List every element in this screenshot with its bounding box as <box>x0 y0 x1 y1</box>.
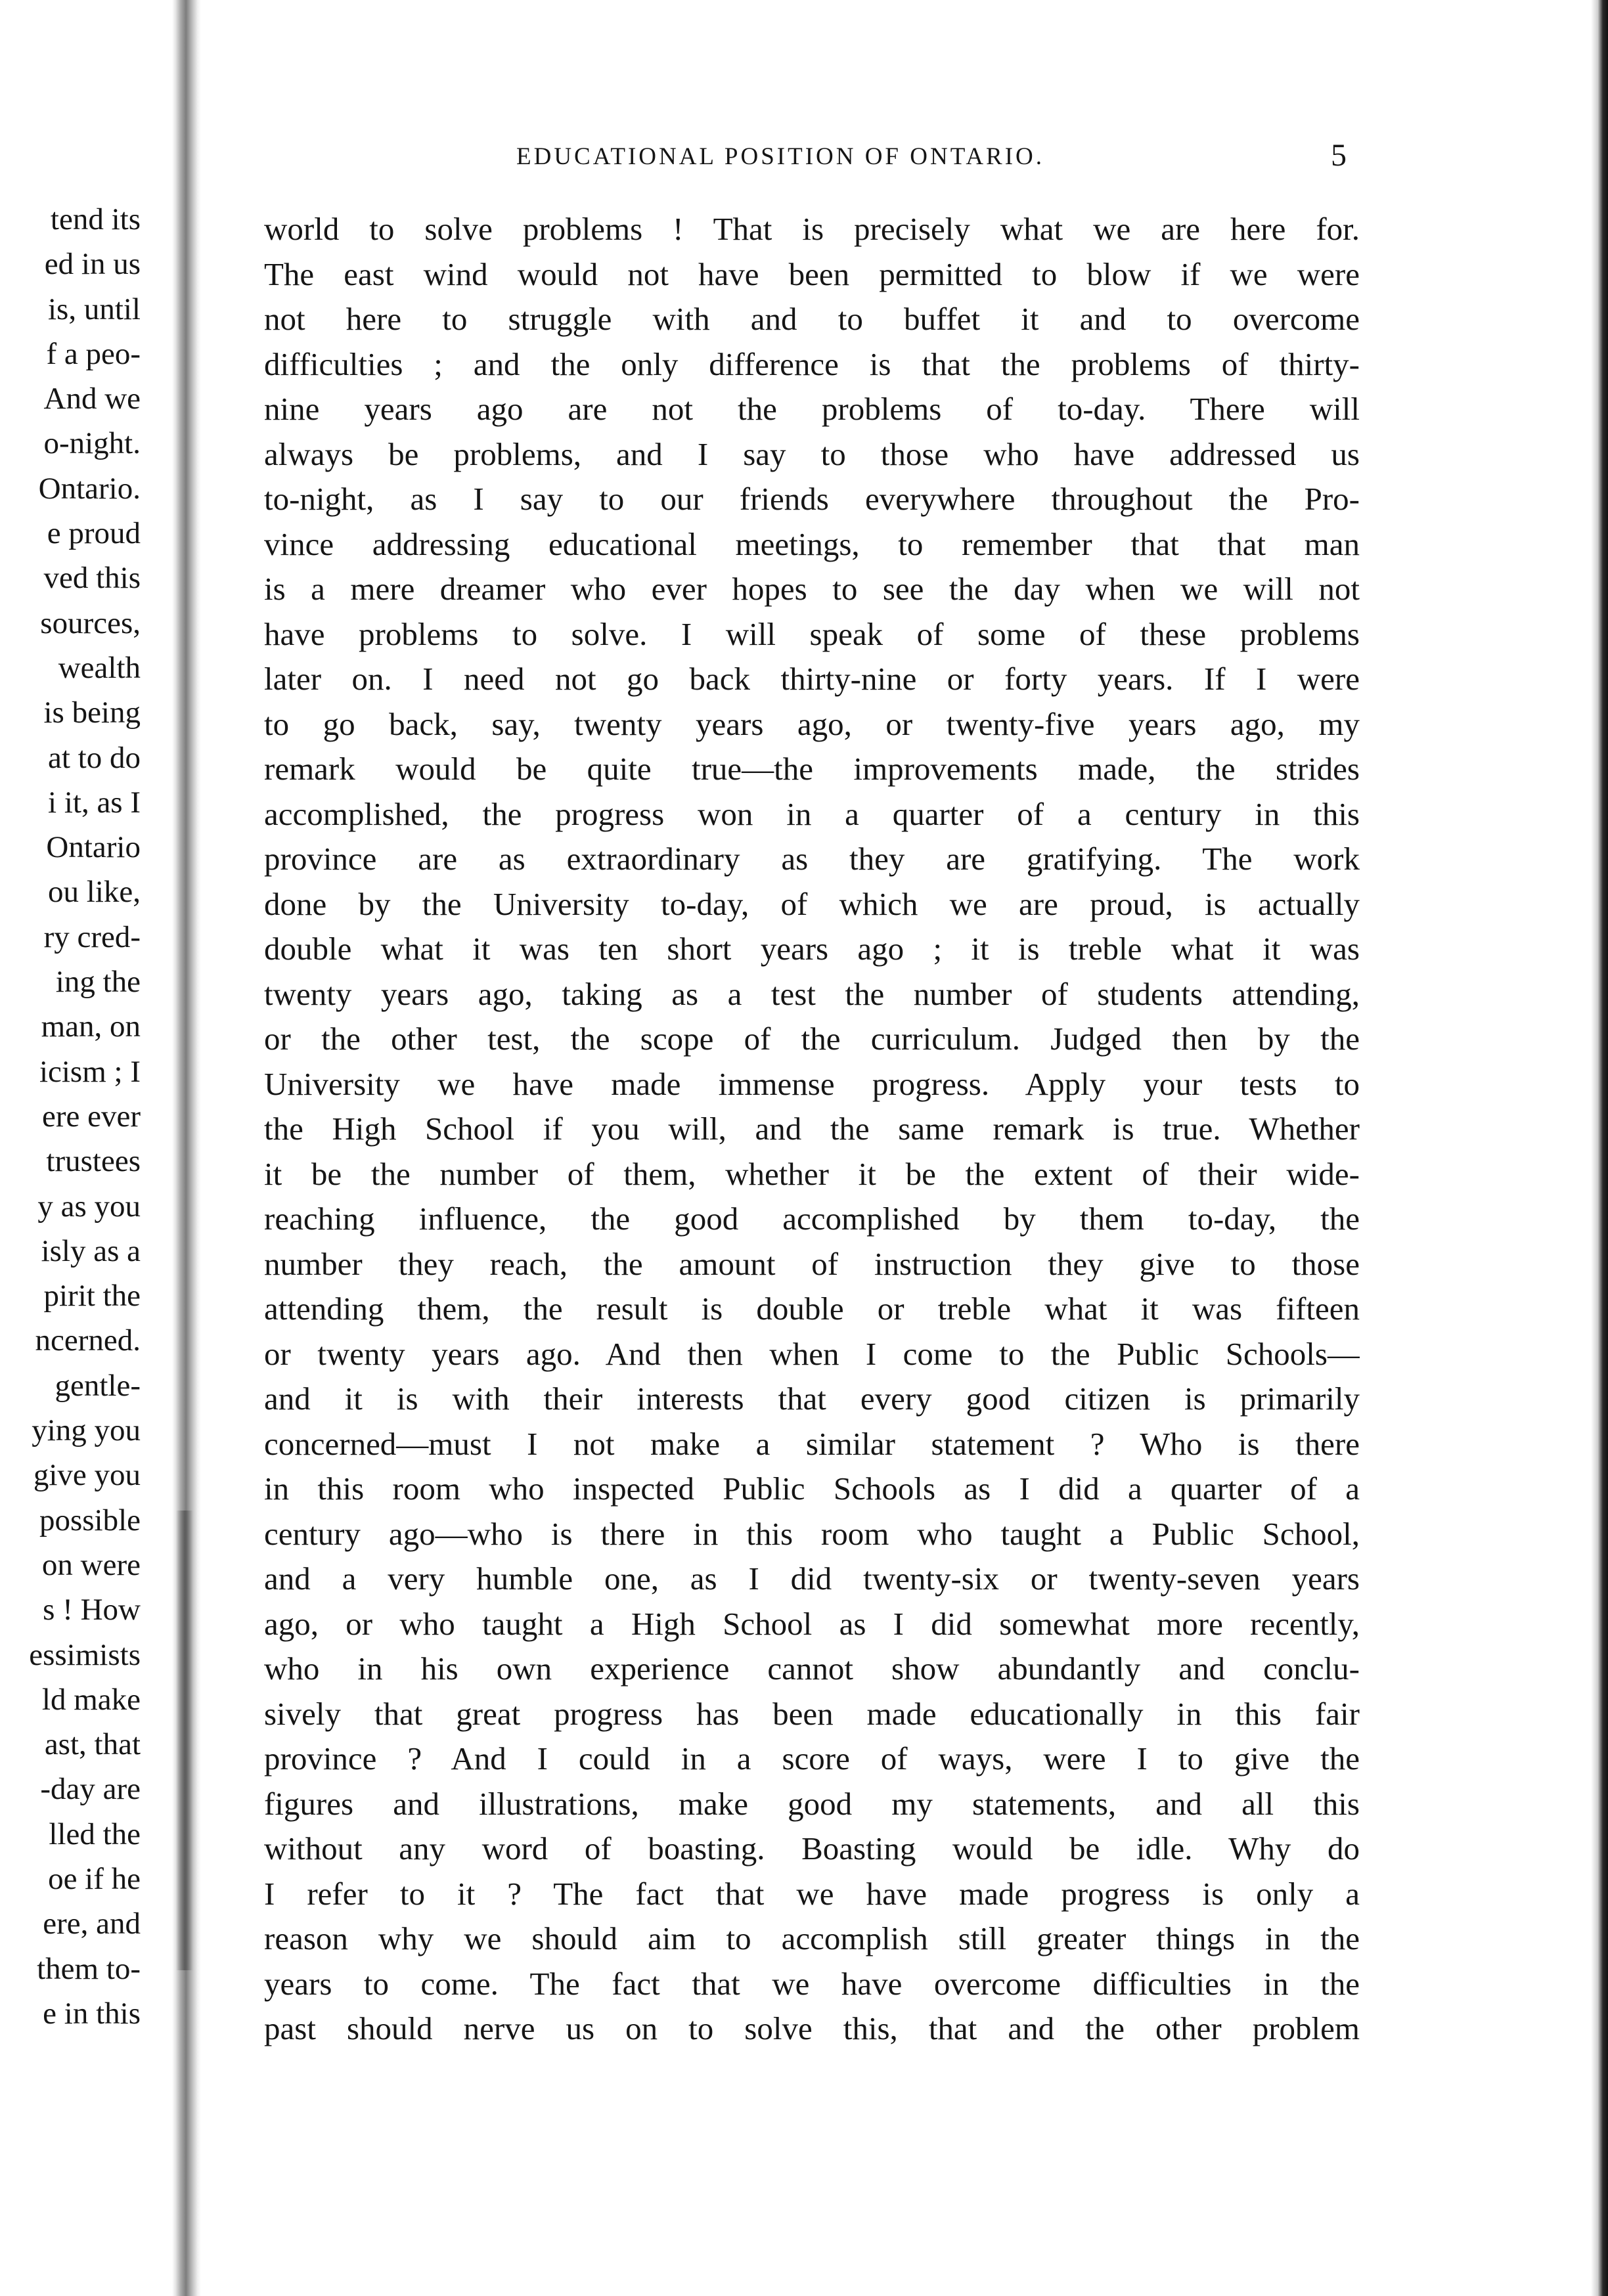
text-line: is a mere dreamer who ever hopes to see the day when we will not <box>264 571 1360 607</box>
text-line: it be the number of them, whether it be the extent of their wide- <box>264 1155 1360 1192</box>
text-line: years to come. The fact that we have overcome difficulties in the <box>264 1965 1360 2002</box>
text-line: vince addressing educational meetings, to remember that that man <box>264 525 1360 562</box>
text-line: to go back, say, twenty years ago, or twenty-five years ago, my <box>264 705 1360 742</box>
text-line: later on. I need not go back thirty-nine or forty years. If I were <box>264 661 1360 697</box>
left-page-line: give you <box>33 1458 141 1493</box>
left-page-line: ere, and <box>43 1907 141 1941</box>
text-line: reaching influence, the good accomplished by them to-day, the <box>264 1201 1360 1237</box>
text-line: remark would be quite true—the improvements made, the strides <box>264 751 1360 787</box>
page-edge-shadow <box>1591 0 1608 2296</box>
text-line: difficulties ; and the only difference is that the problems of thirty- <box>264 345 1360 382</box>
book-page <box>201 0 1591 2296</box>
text-line: not here to struggle with and to buffet it and to overcome <box>264 301 1360 337</box>
text-line: province are as extraordinary as they are gratifying. The work <box>264 841 1360 877</box>
previous-page-fragment <box>0 0 172 2296</box>
left-page-line: Ontario <box>46 830 141 865</box>
text-line: University we have made immense progress. Apply your tests to <box>264 1065 1360 1102</box>
gutter-shadow <box>176 1511 193 1970</box>
left-page-line: ere ever <box>42 1099 141 1134</box>
text-line: have problems to solve. I will speak of some of these problems <box>264 615 1360 652</box>
left-page-line: wealth <box>58 650 141 685</box>
running-head <box>201 138 1591 173</box>
left-page-line: i it, as I <box>48 785 141 820</box>
text-line: to-night, as I say to our friends everywhere throughout the Pro- <box>264 481 1360 517</box>
text-line: nine years ago are not the problems of to-day. There will <box>264 391 1360 427</box>
previous-page-text <box>29 197 141 2036</box>
text-line: or the other test, the scope of the curriculum. Judged then by the <box>264 1021 1360 1057</box>
text-line: world to solve problems ! That is precisely what we are here for. <box>264 211 1360 247</box>
left-page-line: possible <box>39 1503 141 1537</box>
text-line: the High School if you will, and the same remark is true. Whether <box>264 1111 1360 1147</box>
left-page-line: ry cred- <box>43 919 141 954</box>
left-page-line: -day are <box>40 1772 141 1807</box>
text-line: ago, or who taught a High School as I did somewhat more recently, <box>264 1605 1360 1642</box>
text-line: in this room who inspected Public Schools as I did a quarter of a <box>264 1470 1360 1507</box>
left-page-line: e proud <box>47 516 141 551</box>
text-line: who in his own experience cannot show abundantly and conclu- <box>264 1650 1360 1687</box>
text-line: number they reach, the amount of instruction they give to those <box>264 1245 1360 1282</box>
text-line: always be problems, and I say to those who have addressed us <box>264 435 1360 472</box>
text-line: or twenty years ago. And then when I come to the Public Schools— <box>264 1335 1360 1372</box>
left-page-line: is, until <box>47 292 141 326</box>
left-page-line: essimists <box>29 1637 141 1672</box>
left-page-line: e in this <box>43 1996 141 2031</box>
text-line: I refer to it ? The fact that we have made progress is only a <box>264 1875 1360 1912</box>
left-page-line: them to- <box>37 1951 141 1986</box>
body-text <box>264 207 1360 2052</box>
text-line: done by the University to-day, of which we are proud, is actually <box>264 885 1360 922</box>
text-line: reason why we should aim to accomplish still greater things in the <box>264 1920 1360 1956</box>
left-page-line: ved this <box>43 561 141 596</box>
left-page-line: ast, that <box>44 1727 141 1762</box>
left-page-line: Ontario. <box>38 471 141 506</box>
left-page-line: on were <box>41 1547 141 1582</box>
text-line: sively that great progress has been made educationally in this fair <box>264 1695 1360 1732</box>
left-page-line: And we <box>43 382 141 416</box>
left-page-line: tend its <box>50 202 141 236</box>
running-title: EDUCATIONAL POSITION OF ONTARIO. <box>516 143 1045 170</box>
left-page-line: pirit the <box>43 1279 141 1314</box>
text-line: without any word of boasting. Boasting would be idle. Why do <box>264 1830 1360 1866</box>
left-page-line: ou like, <box>48 875 141 910</box>
text-line: and a very humble one, as I did twenty-six or twenty-seven years <box>264 1560 1360 1597</box>
left-page-line: gentle- <box>55 1368 141 1403</box>
text-line: and it is with their interests that every good citizen is primarily <box>264 1380 1360 1417</box>
left-page-line: ld make <box>41 1682 141 1717</box>
text-line: attending them, the result is double or treble what it was fifteen <box>264 1291 1360 1327</box>
text-line: province ? And I could in a score of ways, were I to give the <box>264 1740 1360 1777</box>
text-line: concerned—must I not make a similar statement ? Who is there <box>264 1425 1360 1462</box>
left-page-line: o-night. <box>43 426 141 461</box>
left-page-line: at to do <box>48 740 141 775</box>
left-page-line: isly as a <box>41 1233 141 1268</box>
left-page-line: s ! How <box>43 1593 141 1627</box>
left-page-line: oe if he <box>48 1861 141 1896</box>
text-line: double what it was ten short years ago ; it is treble what it was <box>264 931 1360 967</box>
left-page-line: f a peo- <box>46 336 141 371</box>
page-number: 5 <box>1331 138 1347 173</box>
text-line: twenty years ago, taking as a test the number of students attending, <box>264 975 1360 1012</box>
text-line: The east wind would not have been permitted to blow if we were <box>264 255 1360 292</box>
text-line: accomplished, the progress won in a quarter of a century in this <box>264 795 1360 832</box>
left-page-line: lled the <box>49 1817 141 1851</box>
text-line: figures and illustrations, make good my statements, and all this <box>264 1785 1360 1822</box>
left-page-line: ing the <box>55 965 141 1000</box>
text-line: past should nerve us on to solve this, that and the other problem <box>264 2010 1360 2046</box>
left-page-line: trustees <box>46 1144 141 1179</box>
left-page-line: ncerned. <box>35 1323 141 1358</box>
left-page-line: sources, <box>40 606 141 640</box>
left-page-line: icism ; I <box>39 1054 141 1089</box>
left-page-line: y as you <box>37 1189 141 1224</box>
left-page-line: man, on <box>41 1009 141 1044</box>
text-line: century ago—who is there in this room who taught a Public School, <box>264 1515 1360 1552</box>
left-page-line: ed in us <box>44 247 141 282</box>
left-page-line: is being <box>43 695 141 730</box>
left-page-line: ying you <box>32 1413 141 1448</box>
